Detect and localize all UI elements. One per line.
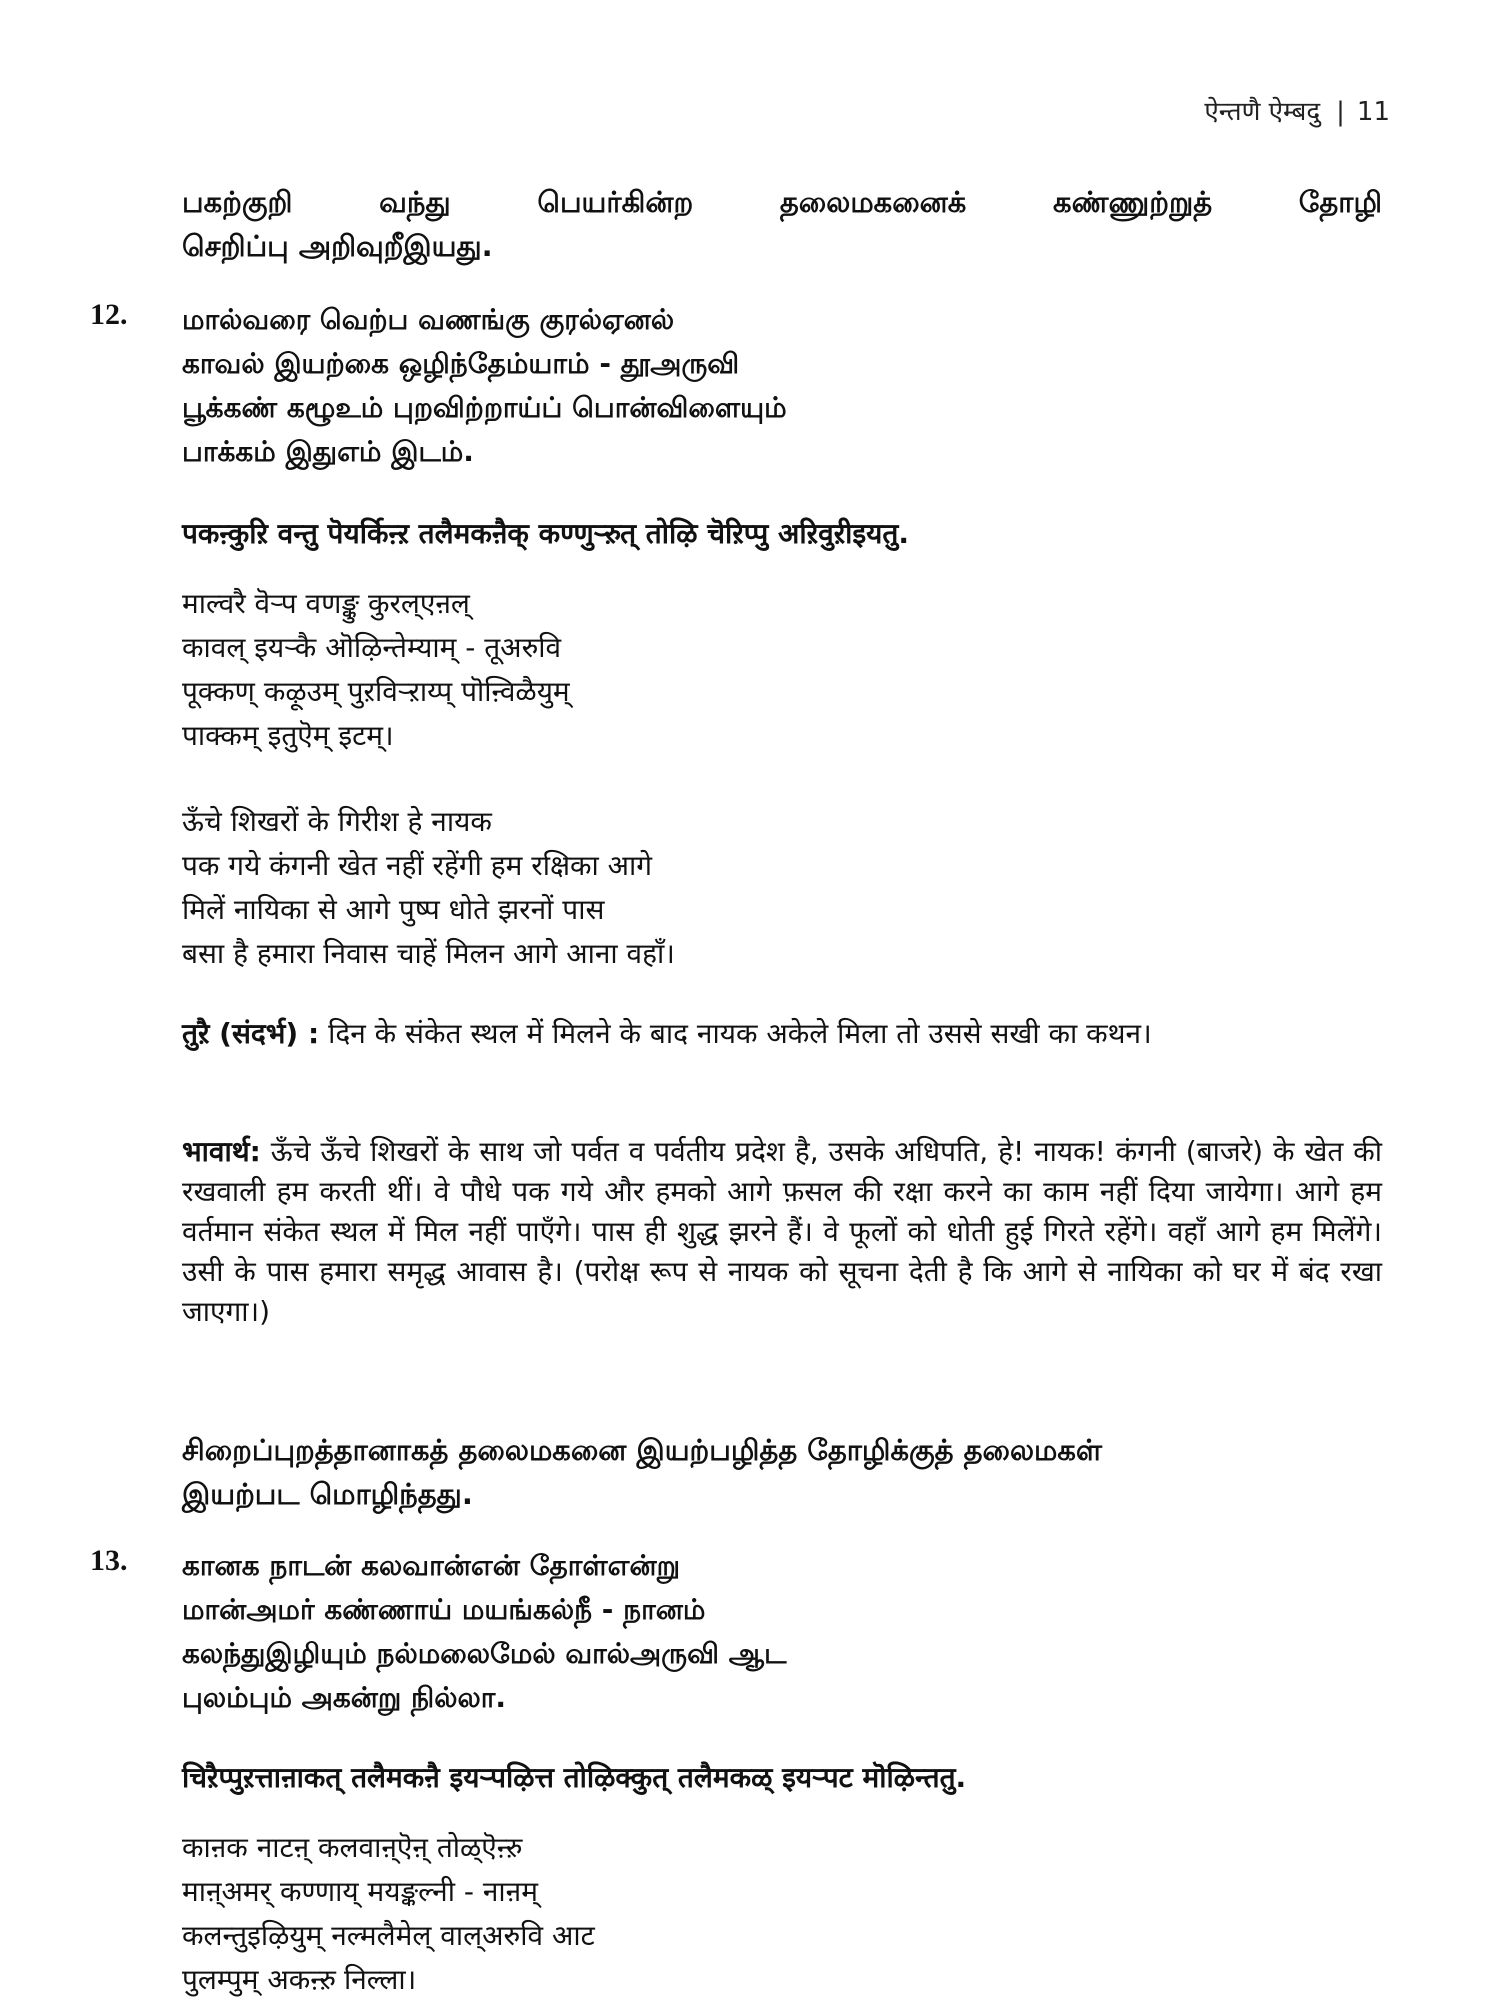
tamil-line: கானக நாடன் கலவான்என் தோள்என்று [182, 1549, 681, 1582]
colophon-13-line: இயற்பட மொழிந்தது. [182, 1477, 473, 1511]
verse-12-hindi [182, 800, 1382, 976]
devanagari-line: पूक्कण् कऴूउम् पुऱविऱ्ऱाय्प् पॊऩ्विळैयुम् [182, 675, 570, 708]
context-text: दिन के संकेत स्थल में मिलने के बाद नायक अकेले मिला तो उससे सखी का कथन। [319, 1017, 1152, 1050]
devanagari-line: माल्वरै वॆऱ्प वणङ्कु कुरल्एऩल् [182, 587, 470, 620]
devanagari-line: काऩक नाटऩ् कलवाऩ्ऎऩ् तोळ्ऎऩ्ऱु [182, 1831, 522, 1864]
hindi-line: मिलें नायिका से आगे पुष्प धोते झरनों पास [182, 893, 605, 926]
meaning-text: ऊँचे ऊँचे शिखरों के साथ जो पर्वत व पर्वतीय प्रदेश है, उसके अधिपति, हे! नायक! कंगनी (बाजरे) के खेत की रखवाली हम करती थीं। वे पौधे पक गये और हमको आगे फ़सल की रक्षा करने का काम नहीं दिया जायेगा। आगे हम वर्तमान संकेत स्थल में मिल नहीं पाएँगे। पास ही शुद्ध झरने हैं। वे फूलों को धोती हुई गिरते रहेंगे। वहाँ आगे हम मिलेंगे। उसी के पास हमारा समृद्ध आवास है। (परोक्ष रूप से नायक को सूचना देती है कि आगे से नायिका को घर में बंद रखा जाएगा।) [182, 1135, 1382, 1328]
devanagari-line: कावल् इयऱ्कै ऒऴिन्तेम्याम् - तूअरुवि [182, 631, 562, 664]
verse-12-devanagari [182, 582, 1382, 758]
tamil-line: பூக்கண் கழூஉம் புறவிற்றாய்ப் பொன்விளையும் [182, 391, 787, 424]
colophon-translit-line: पकऩ्कुऱि वन्तु पॆयर्किऩ्ऱ तलैमकऩैक् कण्णुऱ्ऱुत् तोऴि चॆऱिप्पु अऱिवुऱीइयतु. [182, 517, 909, 550]
colophon-13 [182, 1428, 1382, 1516]
colophon-11-line: செறிப்பு அறிவுறீஇயது. [182, 229, 493, 263]
book-title: ऐन्तणै ऐम्बदु [1204, 97, 1321, 127]
tamil-line: புலம்பும் அகன்று நில்லா. [182, 1681, 506, 1714]
context-label: तुऱै (संदर्भ) : [182, 1017, 320, 1050]
verse-13-tamil [182, 1544, 1382, 1720]
verse-12-colophon-translit [182, 512, 1382, 556]
colophon-translit-line: चिऱैप्पुऱत्ताऩाकत् तलैमकऩै इयऱ्पऴित्त तोऴिक्कुत् तलैमकळ् इयऱ्पट मॊऴिन्ततु. [182, 1761, 967, 1794]
verse-12-context [182, 1014, 1382, 1054]
page-number: 11 [1356, 97, 1390, 127]
hindi-line: ऊँचे शिखरों के गिरीश हे नायक [182, 805, 492, 838]
meaning-label: भावार्थ: [182, 1135, 261, 1168]
tamil-line: கலந்துஇழியும் நல்மலைமேல் வால்அருவி ஆட [182, 1637, 787, 1670]
colophon-13-line: சிறைப்புறத்தானாகத் தலைமகனை இயற்பழித்த தோழிக்குத் தலைமகள் [182, 1433, 1103, 1467]
verse-12-meaning [182, 1132, 1382, 1332]
tamil-line: காவல் இயற்கை ஒழிந்தேம்யாம் - தூஅருவி [182, 347, 740, 380]
verse-13-devanagari [182, 1826, 1382, 2002]
tamil-line: பாக்கம் இதுஎம் இடம். [182, 435, 474, 468]
colophon-11-line: பகற்குறி வந்து பெயர்கின்ற தலைமகனைக் கண்ணுற்றுத் தோழி [182, 185, 1382, 219]
devanagari-line: पाक्कम् इतुऎम् इटम्। [182, 719, 394, 752]
devanagari-line: पुलम्पुम् अकऩ्ऱु निल्ला। [182, 1963, 417, 1996]
colophon-11 [182, 180, 1382, 268]
devanagari-line: माऩ्अमर् कण्णाय् मयङ्कल्नी - नाऩम् [182, 1875, 538, 1908]
header-separator: | [1336, 97, 1345, 127]
tamil-line: மான்அமர் கண்ணாய் மயங்கல்நீ - நானம் [182, 1593, 706, 1626]
devanagari-line: कलन्तुइऴियुम् नल्मलैमेल् वाल्अरुवि आट [182, 1919, 595, 1952]
hindi-line: बसा है हमारा निवास चाहें मिलन आगे आना वहाँ। [182, 937, 675, 970]
verse-13-colophon-translit [182, 1756, 1382, 1800]
verse-number-12: 12. [90, 298, 128, 331]
hindi-line: पक गये कंगनी खेत नहीं रहेंगी हम रक्षिका आगे [182, 849, 653, 882]
tamil-line: மால்வரை வெற்ப வணங்கு குரல்ஏனல் [182, 303, 675, 336]
page-header [1204, 92, 1390, 128]
verse-12-tamil [182, 298, 1382, 474]
verse-number-13: 13. [90, 1544, 128, 1577]
